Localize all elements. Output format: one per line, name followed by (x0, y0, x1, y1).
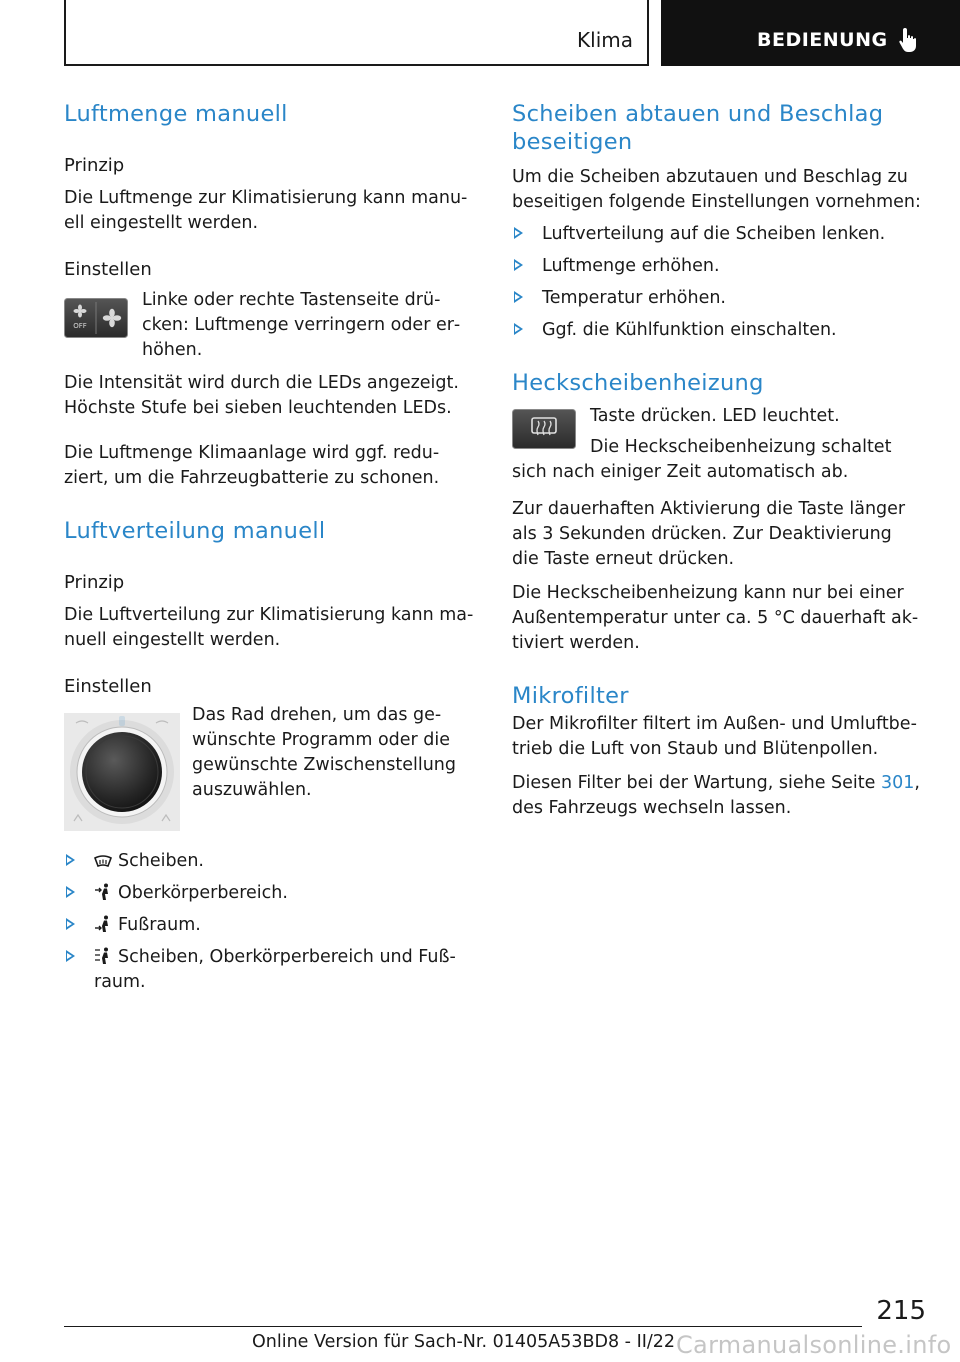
paragraph: Die Luftmenge Klimaanlage wird ggf. reduziert, um die Fahrzeugbatterie zu schonen. (64, 443, 440, 488)
rotary-dial-image (64, 713, 180, 831)
section-title-luftverteilung: Luftverteilung manuell (64, 518, 326, 544)
list-item: Luftmenge erhöhen. (512, 254, 924, 279)
page-reference-link[interactable]: 301 (880, 773, 915, 793)
section-title-luftmenge: Luftmenge manuell (64, 101, 288, 127)
list-item: Fußraum. (64, 913, 476, 938)
paragraph: Linke oder rechte Tastenseite drücken: Luftmenge verringern oder erhöhen. (142, 290, 461, 360)
subheading-einstellen: Einstellen (64, 676, 152, 697)
subheading-einstellen: Einstellen (64, 259, 152, 280)
list-item: Temperatur erhöhen. (512, 286, 924, 311)
fan-button-image (64, 298, 128, 338)
pointing-hand-icon (897, 26, 921, 54)
list-item: Oberkörperbereich. (64, 881, 476, 906)
defrost-steps-list (512, 222, 924, 343)
subheading-prinzip: Prinzip (64, 572, 125, 593)
paragraph: Die Heckscheibenheizung schaltet sich nach einiger Zeit automatisch ab. (512, 437, 892, 482)
fan-control-row (64, 288, 476, 363)
paragraph: Die Heckscheibenheizung kann nur bei einer Außentemperatur unter ca. 5 °C dauerhaft aktiviert werden. (512, 583, 919, 653)
left-column (64, 100, 476, 995)
dial-control-row (64, 703, 476, 831)
section-title-mikrofilter: Mikrofilter (512, 683, 629, 709)
page-number: 215 (876, 1296, 926, 1326)
paragraph: Die Luftverteilung zur Klimatisierung kann manuell eingestellt werden. (64, 605, 474, 650)
footwell-icon (94, 915, 112, 933)
paragraph: Taste drücken. LED leuchtet. (590, 406, 840, 426)
paragraph: Das Rad drehen, um das gewünschte Programm oder die gewünschte Zwischenstellung auszuwählen. (192, 705, 457, 800)
upper-body-icon (94, 883, 112, 901)
paragraph: Die Intensität wird durch die LEDs angezeigt. Höchste Stufe bei sieben leuchtenden LEDs. (64, 373, 459, 418)
footer-text: Online Version für Sach-Nr. 01405A53BD8 - II/22 (252, 1332, 676, 1352)
footer-divider (64, 1326, 862, 1327)
list-item: Luftverteilung auf die Scheiben lenken. (512, 222, 924, 247)
list-item: Scheiben. (64, 849, 476, 874)
paragraph: Die Luftmenge zur Klimatisierung kann manuell eingestellt werden. (64, 188, 468, 233)
windshield-icon (94, 855, 112, 869)
paragraph: Der Mikrofilter filtert im Außen- und Umluftbetrieb die Luft von Staub und Blütenpollen. (512, 714, 917, 759)
chapter-title: Klima (577, 28, 633, 52)
section-title-abtauen: Scheiben abtauen und Beschlag beseitigen (512, 101, 884, 155)
watermark: Carmanualsonline.info (676, 1331, 952, 1359)
right-column (512, 100, 924, 821)
rear-heat-block (512, 407, 924, 501)
svg-text:OFF: OFF (73, 322, 87, 330)
subheading-prinzip: Prinzip (64, 155, 125, 176)
section-title: BEDIENUNG (757, 29, 888, 51)
all-zones-icon (94, 947, 112, 965)
header-section-box (661, 0, 960, 66)
section-title-heckscheibenheizung: Heckscheibenheizung (512, 370, 764, 396)
paragraph: Um die Scheiben abzutauen und Beschlag zu beseitigen folgende Einstellungen vornehmen: (512, 167, 921, 212)
header-chapter-box (64, 0, 649, 66)
list-item: Ggf. die Kühlfunktion einschalten. (512, 318, 924, 343)
paragraph: Diesen Filter bei der Wartung, siehe Seite 301, des Fahrzeugs wechseln lassen. (512, 773, 920, 818)
distribution-list (64, 849, 476, 995)
paragraph: Zur dauerhaften Aktivierung die Taste länger als 3 Sekunden drücken. Zur Deaktivierung die Taste erneut drücken. (512, 499, 906, 569)
list-item: Scheiben, Oberkörperbereich und Fußraum. (64, 945, 476, 995)
